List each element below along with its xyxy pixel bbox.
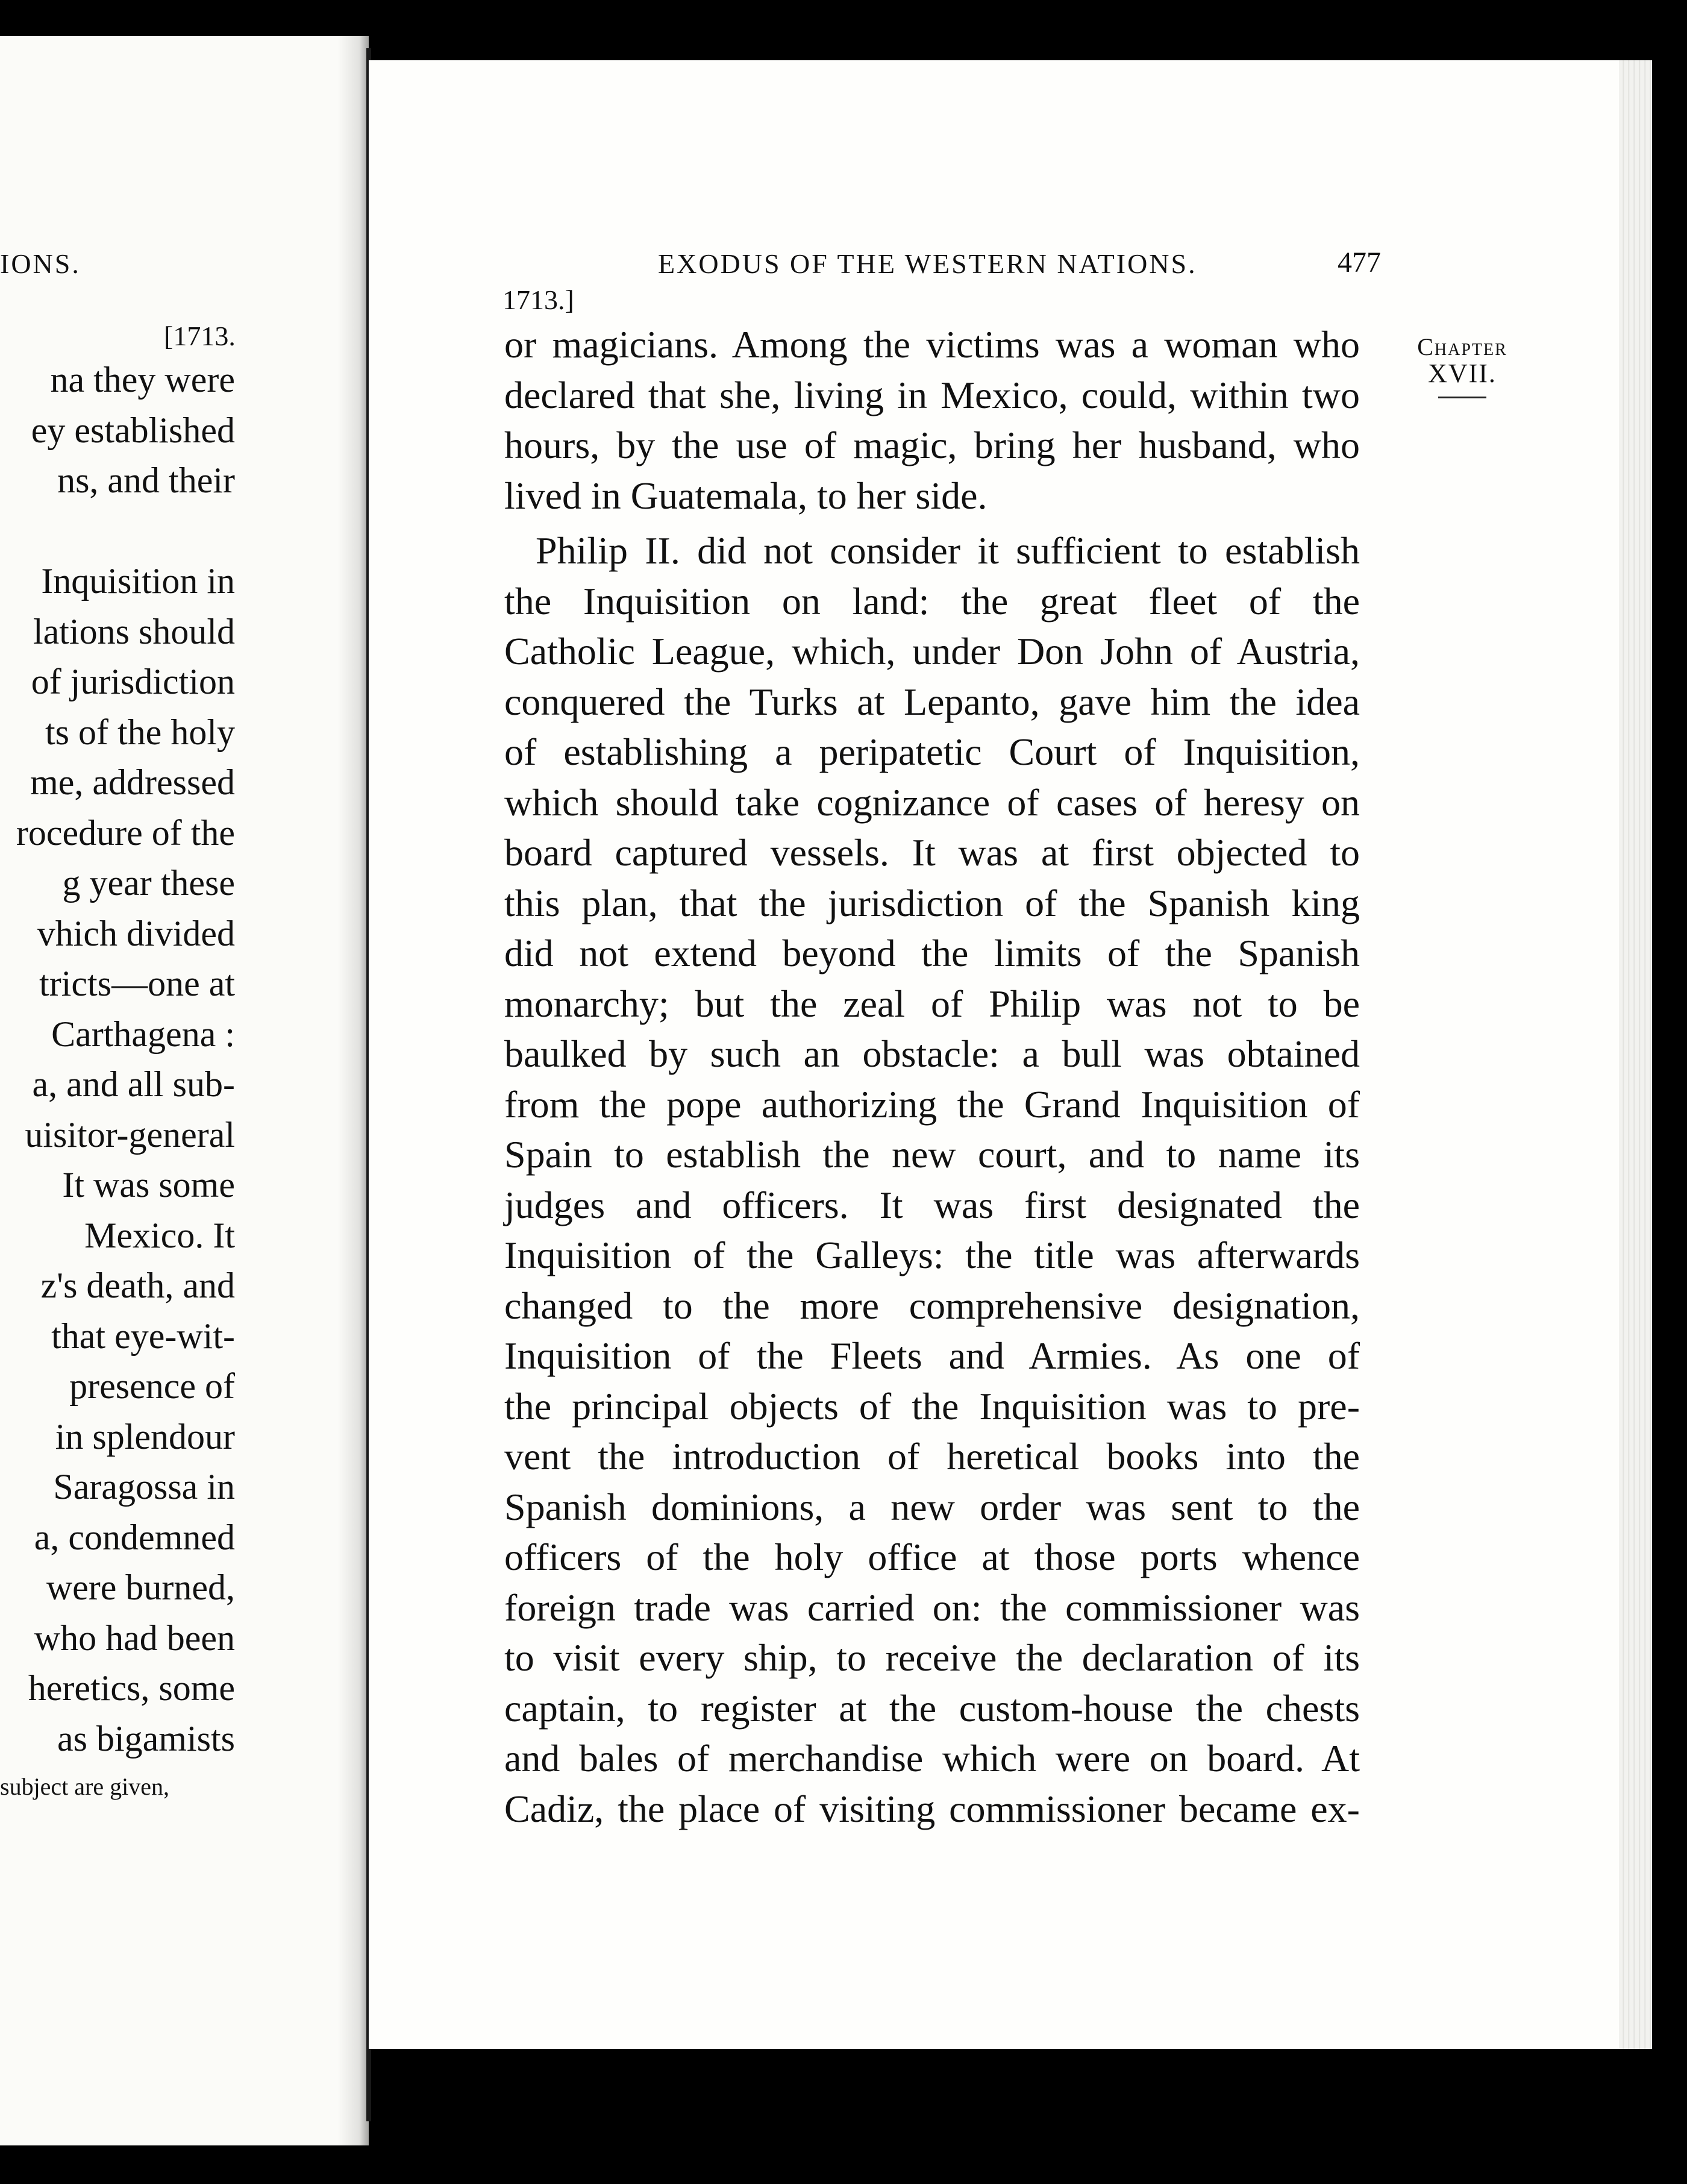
text-line: declared that she, living in Mexico, could, within two bbox=[504, 373, 1360, 416]
chapter-sidenote bbox=[1402, 334, 1523, 388]
text-line: conquered the Turks at Lepanto, gave him the idea bbox=[504, 680, 1360, 723]
chapter-label: Chapter bbox=[1417, 333, 1507, 360]
text-line: of establishing a peripatetic Court of Inquisition, bbox=[504, 730, 1360, 773]
left-text-line: ey established bbox=[31, 410, 235, 450]
text-line: vent the introduction of heretical books into the bbox=[504, 1435, 1360, 1478]
left-text-line: lations should bbox=[33, 611, 235, 651]
text-line: Catholic League, which, under Don John of Austria, bbox=[504, 630, 1360, 673]
left-text-line: heretics, some bbox=[28, 1668, 235, 1708]
left-text-line: Saragossa in bbox=[53, 1467, 235, 1507]
left-text-line: g year these bbox=[62, 863, 235, 903]
text-line: did not extend beyond the limits of the Spanish bbox=[504, 932, 1360, 974]
left-text-line: z's death, and bbox=[40, 1266, 235, 1305]
text-line: judges and officers. It was first designated the bbox=[504, 1183, 1360, 1226]
text-line: foreign trade was carried on: the commissioner was bbox=[504, 1586, 1360, 1629]
text-line: hours, by the use of magic, bring her husband, who bbox=[504, 424, 1360, 466]
text-line: lived in Guatemala, to her side. bbox=[504, 474, 987, 517]
text-line: board captured vessels. It was at first objected to bbox=[504, 831, 1360, 874]
text-line: which should take cognizance of cases of heresy on bbox=[504, 780, 1360, 824]
page-number: 477 bbox=[1338, 246, 1381, 278]
text-line: Philip II. did not consider it sufficient to establish bbox=[536, 529, 1360, 572]
left-text-line: that eye-wit- bbox=[51, 1316, 235, 1356]
text-line: or magicians. Among the victims was a woman who bbox=[504, 323, 1360, 366]
text-line: from the pope authorizing the Grand Inquisition of bbox=[504, 1082, 1360, 1126]
left-text-line: vhich divided bbox=[37, 913, 235, 953]
left-text-line: Inquisition in bbox=[41, 561, 235, 601]
text-line: officers of the holy office at those ports whence bbox=[504, 1536, 1360, 1578]
left-text-line: na they were bbox=[50, 360, 235, 400]
left-page bbox=[0, 36, 369, 2145]
left-text-line: ts of the holy bbox=[45, 712, 235, 752]
text-line: Cadiz, the place of visiting commissioner became ex- bbox=[504, 1787, 1360, 1830]
text-line: Spanish dominions, a new order was sent to the bbox=[504, 1485, 1360, 1528]
left-footnote: subject are given, bbox=[0, 1773, 169, 1800]
text-line: the Inquisition on land: the great fleet of the bbox=[504, 579, 1360, 623]
text-line: the principal objects of the Inquisition was to pre- bbox=[504, 1384, 1360, 1428]
text-line: Inquisition of the Galleys: the title was afterwards bbox=[504, 1234, 1360, 1276]
left-text-line: a, and all sub- bbox=[32, 1064, 235, 1104]
right-page bbox=[369, 60, 1652, 2049]
left-text-line: were burned, bbox=[46, 1567, 235, 1607]
gutter-shadow bbox=[337, 36, 369, 2145]
text-line: baulked by such an obstacle: a bull was obtained bbox=[504, 1032, 1360, 1075]
text-line: to visit every ship, to receive the declaration of its bbox=[504, 1636, 1360, 1679]
left-text-line: presence of bbox=[69, 1366, 235, 1406]
left-text-line: as bigamists bbox=[57, 1718, 235, 1759]
chapter-number: XVII. bbox=[1428, 359, 1497, 388]
left-text-line: Mexico. It bbox=[84, 1215, 235, 1255]
date-marker: 1713.] bbox=[502, 284, 574, 315]
left-text-line: It was some bbox=[62, 1165, 235, 1205]
text-line: Inquisition of the Fleets and Armies. As one of bbox=[504, 1334, 1360, 1377]
running-head: EXODUS OF THE WESTERN NATIONS. bbox=[658, 248, 1197, 279]
left-text-line: uisitor-general bbox=[25, 1114, 235, 1155]
left-text-line: me, addressed bbox=[30, 762, 235, 802]
left-text-line: ns, and their bbox=[57, 460, 235, 500]
text-line: captain, to register at the custom-house the chests bbox=[504, 1686, 1360, 1730]
left-date-marker: [1713. bbox=[164, 321, 236, 351]
left-text-line: Carthagena : bbox=[51, 1014, 235, 1054]
left-text-line: in splendour bbox=[55, 1416, 235, 1457]
text-line: monarchy; but the zeal of Philip was not to be bbox=[504, 982, 1360, 1025]
left-text-line: rocedure of the bbox=[16, 812, 235, 853]
left-text-line: a, condemned bbox=[34, 1517, 235, 1557]
text-line: this plan, that the jurisdiction of the Spanish king bbox=[504, 881, 1360, 924]
left-running-head: IONS. bbox=[0, 248, 81, 279]
page-edge bbox=[1619, 60, 1652, 2049]
text-line: changed to the more comprehensive designation, bbox=[504, 1284, 1360, 1327]
sidenote-rule bbox=[1438, 397, 1486, 398]
left-text-line: of jurisdiction bbox=[31, 662, 235, 701]
text-line: Spain to establish the new court, and to name its bbox=[504, 1133, 1360, 1176]
left-text-line: tricts—one at bbox=[39, 964, 235, 1003]
text-line: and bales of merchandise which were on board. At bbox=[504, 1737, 1360, 1780]
left-text-line: who had been bbox=[34, 1618, 235, 1658]
